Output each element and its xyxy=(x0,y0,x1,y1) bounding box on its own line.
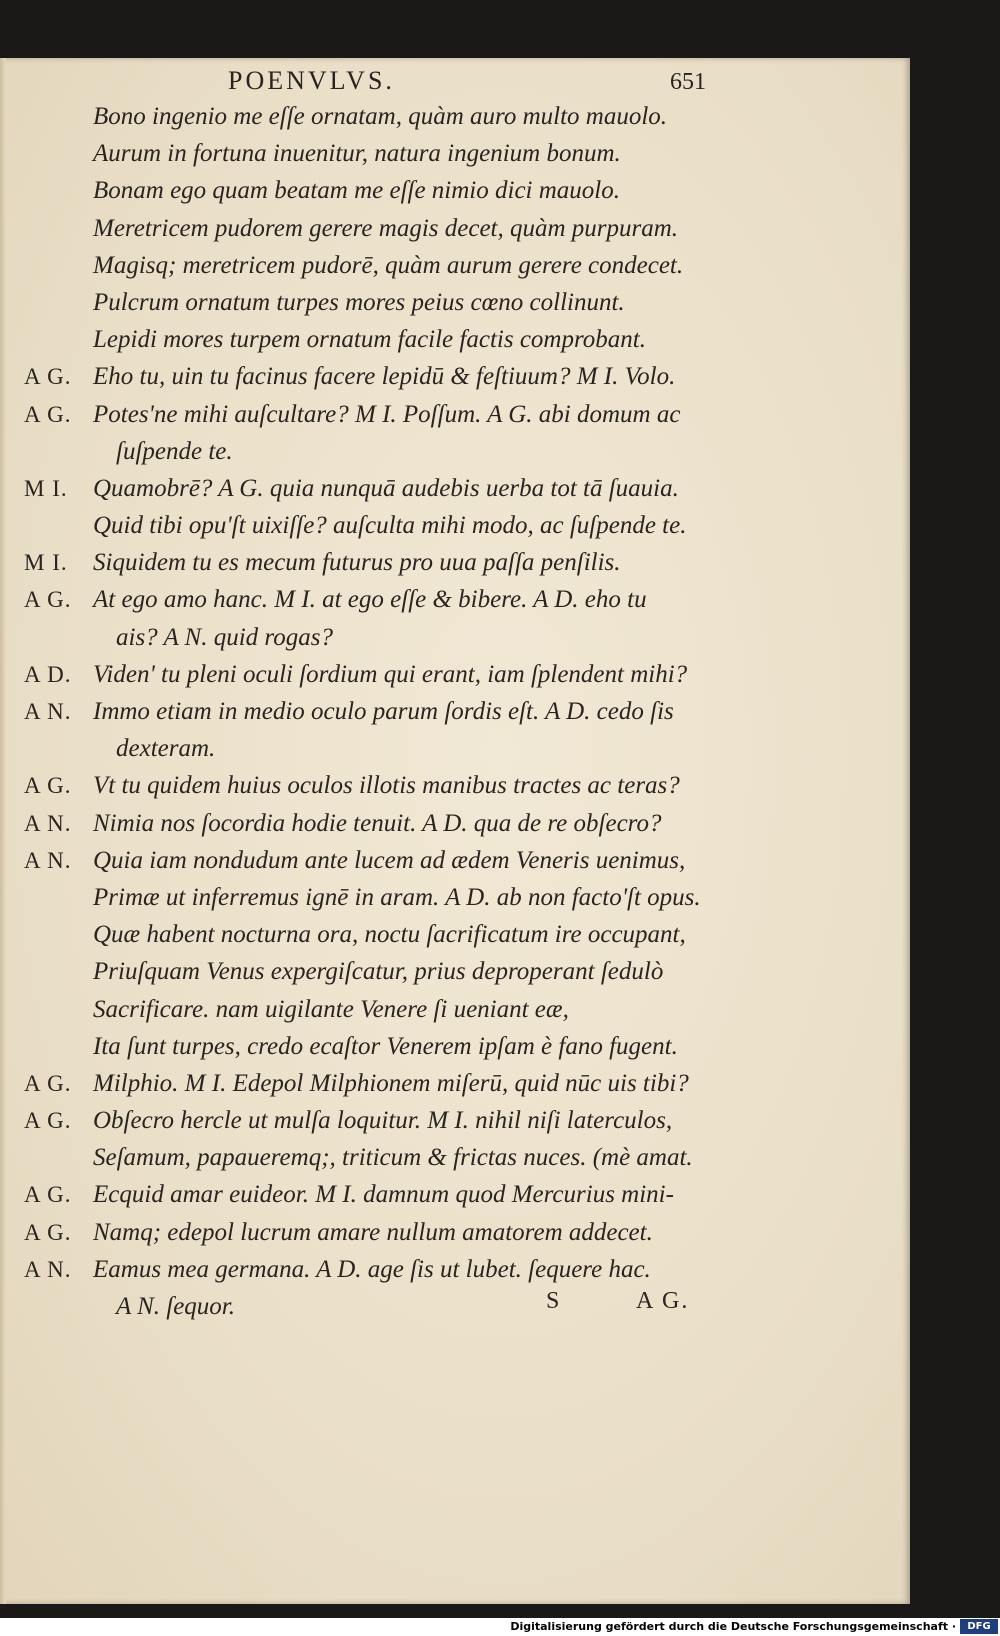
verse-text: Priuſquam Venus expergiſcatur, prius deproperant ſedulò xyxy=(93,958,664,986)
verse-text: Bono ingenio me eſſe ornatam, quàm auro multo mauolo. xyxy=(93,103,668,130)
verse-line xyxy=(0,619,910,656)
verse-text: Quid tibi opu'ſt uixiſſe? auſculta mihi modo, ac ſuſpende te. xyxy=(93,512,687,540)
verse-line xyxy=(0,1176,910,1213)
verse-text: Magisq; meretricem pudorē, quàm aurum gerere condecet. xyxy=(93,251,684,279)
verse-text: Immo etiam in medio oculo parum ſordis eſt. A D. cedo ſis xyxy=(93,698,674,725)
speaker-label: A G. xyxy=(24,401,72,427)
verse-text: Seſamum, papaueremq;, triticum & frictas nuces. (mè amat. xyxy=(93,1144,693,1172)
speaker-label: A N. xyxy=(24,1256,72,1282)
verse-text: dexteram. xyxy=(116,735,216,763)
verse-text: Ita ſunt turpes, credo ecaſtor Venerem ipſam è fano fugent. xyxy=(93,1032,678,1060)
digitization-credit xyxy=(0,1618,1000,1636)
page-footer xyxy=(0,1283,910,1323)
verse-text: Bonam ego quam beatam me eſſe nimio dici mauolo. xyxy=(93,177,620,205)
verse-line xyxy=(0,544,910,581)
verse-text: Potes'ne mihi auſcultare? M I. Poſſum. A G. abi domum ac xyxy=(93,400,681,428)
verse-line xyxy=(0,991,910,1028)
verse-line xyxy=(0,581,910,618)
verse-line xyxy=(0,1214,910,1251)
verse-text: Viden' tu pleni oculi ſordium qui erant, iam ſplendent mihi? xyxy=(93,660,688,688)
verse-lines xyxy=(0,98,910,1325)
verse-text: Milphio. M I. Edepol Milphionem miſerū, quid nūc uis tibi? xyxy=(93,1069,689,1097)
verse-text: Quamobrē? A G. quia nunquā audebis uerba tot tā ſuauia. xyxy=(93,474,679,502)
verse-text: ſuſpende te. xyxy=(116,437,233,465)
verse-line xyxy=(0,396,910,433)
speaker-label: A G. xyxy=(24,1182,72,1208)
speaker-label: A D. xyxy=(24,661,72,687)
verse-text: Siquidem tu es mecum futurus pro uua paſſa penſilis. xyxy=(93,549,621,577)
verse-text: Quæ habent nocturna ora, noctu ſacrificatum ire occupant, xyxy=(93,921,686,949)
verse-text: Eamus mea germana. A D. age ſis ut lubet. ſequere hac. xyxy=(93,1255,651,1283)
verse-line xyxy=(0,767,910,804)
verse-line xyxy=(0,247,910,284)
verse-line xyxy=(0,98,910,135)
verse-line xyxy=(0,916,910,953)
verse-line xyxy=(0,1028,910,1065)
verse-line xyxy=(0,879,910,916)
verse-text: Namq; edepol lucrum amare nullum amatorem addecet. xyxy=(93,1218,653,1246)
verse-line xyxy=(0,1065,910,1102)
speaker-label: A G. xyxy=(24,773,72,799)
verse-text: Nimia nos ſocordia hodie tenuit. A D. qua de re obſecro? xyxy=(93,809,662,837)
verse-line xyxy=(0,805,910,842)
speaker-label: A N. xyxy=(24,810,72,836)
verse-text: Vt tu quidem huius oculos illotis manibus tractes ac teras? xyxy=(93,772,680,800)
verse-text: Sacrificare. nam uigilante Venere ſi ueniant eæ, xyxy=(93,995,569,1023)
verse-text: Obſecro hercle ut mulſa loquitur. M I. nihil niſi laterculos, xyxy=(93,1107,673,1135)
verse-line xyxy=(0,321,910,358)
verse-text: Ecquid amar euideor. M I. damnum quod Mercurius mini- xyxy=(93,1181,674,1209)
dfg-logo: DFG xyxy=(960,1619,998,1634)
speaker-label: A G. xyxy=(24,1070,72,1096)
verse-text: Aurum in fortuna inuenitur, natura ingenium bonum. xyxy=(93,140,621,168)
running-head: POENVLVS. xyxy=(228,66,395,95)
verse-text: Pulcrum ornatum turpes mores peius cœno collinunt. xyxy=(93,288,625,316)
page-header xyxy=(0,62,910,102)
verse-text: Eho tu, uin tu facinus facere lepidū & feſtiuum? M I. Volo. xyxy=(93,363,676,391)
speaker-label: A N. xyxy=(24,699,72,724)
credit-text: Digitalisierung gefördert durch die Deutsche Forschungsgemeinschaft · xyxy=(510,1620,956,1633)
speaker-label: A G. xyxy=(24,1108,72,1134)
verse-line xyxy=(0,135,910,172)
verse-text: Meretricem pudorem gerere magis decet, quàm purpuram. xyxy=(93,214,679,242)
verse-line xyxy=(0,656,910,693)
catchword: A G. xyxy=(636,1288,690,1314)
verse-line xyxy=(0,433,910,470)
speaker-label: A G. xyxy=(24,364,72,390)
verse-line xyxy=(0,507,910,544)
verse-line xyxy=(0,284,910,321)
speaker-label: M I. xyxy=(24,475,68,501)
verse-text: Primæ ut inferremus ignē in aram. A D. ab non facto'ſt opus. xyxy=(93,883,701,911)
verse-text: Lepidi mores turpem ornatum facile factis comprobant. xyxy=(93,326,646,354)
verse-text: At ego amo hanc. M I. at ego eſſe & bibere. A D. eho tu xyxy=(93,586,647,614)
speaker-label: A N. xyxy=(24,847,72,873)
verse-line xyxy=(0,953,910,990)
verse-line xyxy=(0,470,910,507)
verse-text: Quia iam nondudum ante lucem ad ædem Veneris uenimus, xyxy=(93,846,686,874)
speaker-label: A G. xyxy=(24,1219,72,1245)
page-number: 651 xyxy=(670,69,706,95)
verse-text: ais? A N. quid rogas? xyxy=(116,623,333,651)
verse-line xyxy=(0,1102,910,1139)
verse-line xyxy=(0,693,910,730)
verse-line xyxy=(0,842,910,879)
verse-line xyxy=(0,730,910,767)
verse-line xyxy=(0,358,910,395)
verse-line xyxy=(0,172,910,209)
verse-text: A N. ſequor. xyxy=(116,1293,235,1320)
signature-mark: S xyxy=(546,1288,560,1314)
verse-line xyxy=(0,210,910,247)
speaker-label: A G. xyxy=(24,587,72,613)
verse-line xyxy=(0,1139,910,1176)
speaker-label: M I. xyxy=(24,550,68,576)
